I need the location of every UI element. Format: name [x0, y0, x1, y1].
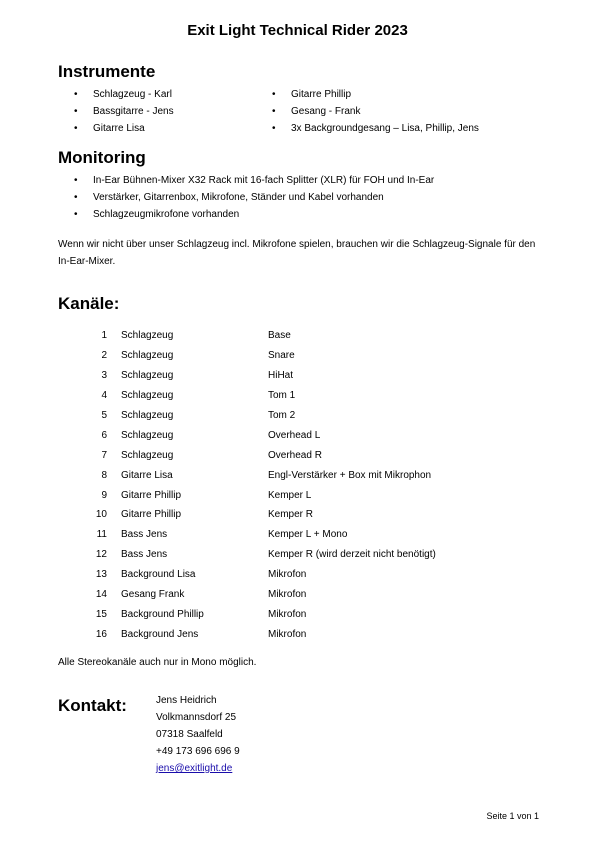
bullet-icon: • [272, 123, 276, 134]
table-row [80, 545, 436, 565]
channel-detail: Engl-Verstärker + Box mit Mikrophon [268, 469, 432, 481]
list-item: • Schlagzeugmikrofone vorhanden [74, 206, 434, 223]
channel-number: 10 [95, 509, 107, 521]
channel-detail: Snare [268, 350, 295, 362]
channel-number: 2 [101, 350, 107, 362]
channel-source: Bass Jens [121, 549, 168, 561]
instruments-list-right [272, 86, 479, 137]
channel-detail: Kemper R [268, 509, 314, 521]
channel-detail: Mikrofon [268, 628, 307, 640]
channel-number: 6 [101, 429, 107, 441]
channel-number: 8 [101, 469, 107, 481]
channel-number: 13 [95, 569, 107, 581]
bullet-icon: • [74, 89, 78, 100]
instruments-heading: Instrumente [58, 62, 156, 81]
channels-heading: Kanäle: [58, 294, 120, 313]
bullet-icon: • [272, 89, 276, 100]
contact-name: Jens Heidrich [156, 695, 217, 706]
channel-source: Background Jens [121, 628, 199, 640]
bullet-icon: • [74, 192, 78, 203]
contact-phone: +49 173 696 696 9 [156, 746, 240, 757]
channel-number: 1 [101, 330, 107, 342]
channel-detail: Mikrofon [268, 608, 307, 620]
channel-source: Gesang Frank [121, 589, 185, 601]
table-row [80, 326, 436, 346]
channel-source: Schlagzeug [121, 390, 174, 402]
channel-detail: Mikrofon [268, 589, 307, 601]
list-item: • Bassgitarre - Jens [74, 103, 174, 120]
table-row [80, 406, 436, 426]
channel-detail: Overhead L [268, 429, 321, 441]
list-item: • Verstärker, Gitarrenbox, Mikrofone, Ständer und Kabel vorhanden [74, 189, 434, 206]
table-row [80, 604, 436, 624]
monitoring-list [74, 172, 434, 223]
channels-table [80, 326, 436, 644]
table-row [80, 585, 436, 605]
table-row [80, 346, 436, 366]
channel-detail: Mikrofon [268, 569, 307, 581]
document-title: Exit Light Technical Rider 2023 [187, 22, 408, 39]
channel-detail: Kemper L [268, 489, 312, 501]
channel-source: Background Lisa [121, 569, 196, 581]
bullet-icon: • [74, 175, 78, 186]
table-row [80, 386, 436, 406]
list-item: • Gitarre Phillip [272, 86, 479, 103]
list-item: • Gesang - Frank [272, 103, 479, 120]
channel-source: Schlagzeug [121, 429, 174, 441]
channel-source: Schlagzeug [121, 370, 174, 382]
table-row [80, 525, 436, 545]
channel-detail: Kemper R (wird derzeit nicht benötigt) [268, 549, 436, 561]
contact-email-link[interactable]: jens@exitlight.de [156, 763, 233, 774]
table-row [80, 485, 436, 505]
table-row [80, 624, 436, 644]
channel-number: 11 [96, 529, 107, 541]
monitoring-heading: Monitoring [58, 148, 146, 167]
channel-source: Gitarre Phillip [121, 489, 182, 501]
table-row [80, 505, 436, 525]
contact-city: 07318 Saalfeld [156, 729, 223, 740]
channel-source: Gitarre Lisa [121, 469, 173, 481]
monitoring-paragraph: Wenn wir nicht über unser Schlagzeug incl. Mikrofone spielen, brauchen wir die Schlagzeug-Signale für den In-Ear-Mixer. [58, 239, 536, 267]
bullet-icon: • [74, 209, 78, 220]
contact-block [156, 692, 240, 777]
contact-heading: Kontakt: [58, 696, 127, 715]
table-row [80, 445, 436, 465]
page-number: Seite 1 von 1 [486, 811, 539, 821]
channel-source: Schlagzeug [121, 410, 174, 421]
bullet-icon: • [272, 106, 276, 117]
channel-number: 14 [95, 589, 107, 601]
channel-number: 15 [95, 608, 107, 620]
channel-number: 5 [101, 410, 107, 421]
table-row [80, 565, 436, 585]
channel-source: Bass Jens [121, 529, 168, 541]
list-item: • Schlagzeug - Karl [74, 86, 174, 103]
bullet-icon: • [74, 123, 78, 134]
channel-detail: Tom 1 [268, 390, 296, 402]
table-row [80, 366, 436, 386]
table-row [80, 465, 436, 485]
channel-source: Schlagzeug [121, 350, 174, 362]
channel-source: Schlagzeug [121, 449, 174, 461]
channel-source: Background Phillip [121, 608, 204, 620]
channel-number: 4 [101, 390, 107, 402]
channel-detail: Overhead R [268, 449, 322, 461]
channels-note: Alle Stereokanäle auch nur in Mono möglich. [58, 657, 257, 668]
channel-number: 12 [95, 549, 107, 561]
channel-number: 16 [95, 628, 107, 640]
channel-source: Gitarre Phillip [121, 509, 182, 521]
contact-street: Volkmannsdorf 25 [156, 712, 237, 723]
channel-detail: HiHat [268, 370, 294, 382]
channel-detail: Tom 2 [268, 410, 296, 421]
list-item: • In-Ear Bühnen-Mixer X32 Rack mit 16-fach Splitter (XLR) für FOH und In-Ear [74, 172, 434, 189]
channel-source: Schlagzeug [121, 330, 174, 342]
channel-detail: Base [268, 330, 291, 342]
channel-number: 7 [101, 449, 107, 461]
table-row [80, 425, 436, 445]
list-item: • Gitarre Lisa [74, 120, 174, 137]
instruments-list-left [74, 86, 174, 137]
bullet-icon: • [74, 106, 78, 117]
channel-number: 9 [101, 489, 107, 501]
list-item: • 3x Backgroundgesang – Lisa, Phillip, Jens [272, 120, 479, 137]
channel-detail: Kemper L + Mono [268, 529, 348, 541]
channel-number: 3 [101, 370, 107, 382]
